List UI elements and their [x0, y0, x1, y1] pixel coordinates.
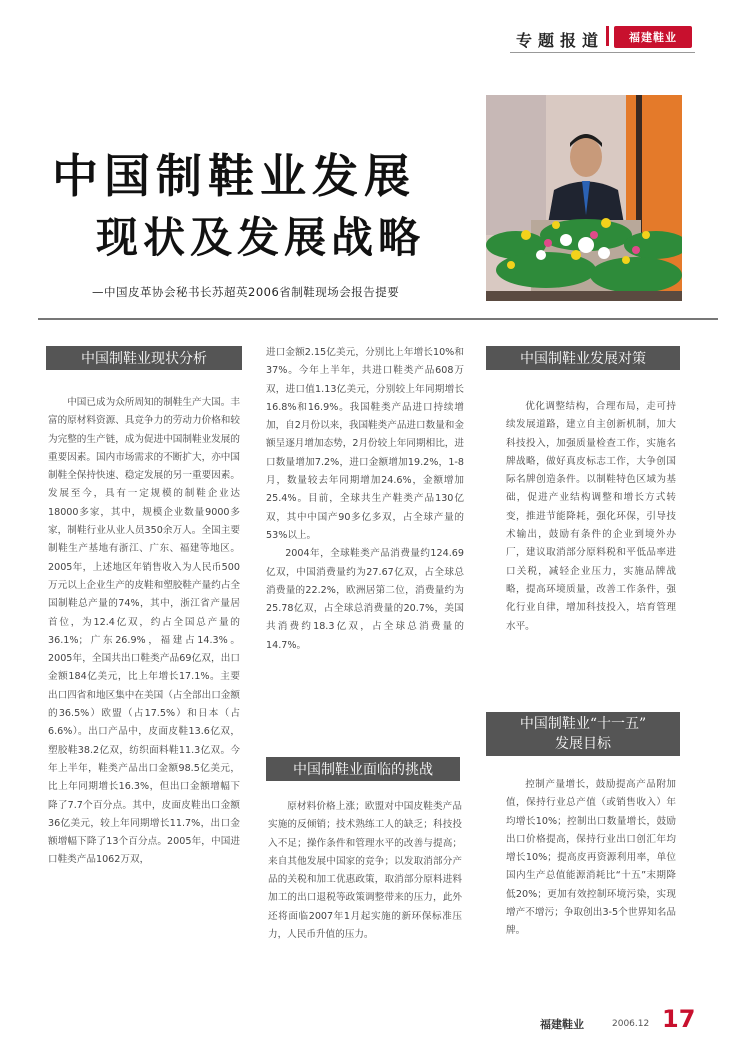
goals-heading-line1: 中国制鞋业“十一五”	[519, 716, 647, 732]
challenges-column	[268, 798, 462, 1010]
header-accent-bar	[606, 26, 609, 46]
status-column-1	[48, 394, 240, 1006]
footer-magazine: 福建鞋业	[540, 1018, 584, 1031]
paragraph: 进口金额2.15亿美元，分别比上年增长10%和37%。今年上半年，共进口鞋类产品608万双，进口值1.13亿美元，分别较上年同期增长16.8%和16.9%。我国鞋类产品进口持续增加，自2月份以来，我国鞋类产品进口数量和金额呈逐月增加态势，2月份较上年同期相比，进口数量增加7.2%，进口金额增加19.2%，1-8月，数量较去年同期增加24.6%，金额增加25.4%。目前，全球共生产鞋类产品130亿双，其中中国产90多亿多双，占全球产量的53%以上。	[266, 347, 464, 541]
article-subtitle: —中国皮革协会秘书长苏超英2006省制鞋现场会报告提要	[92, 285, 400, 299]
magazine-logo: 福建鞋业	[614, 26, 692, 48]
section-heading-goals	[486, 712, 680, 756]
section-heading-challenges: 中国制鞋业面临的挑战	[266, 757, 460, 781]
article-title-line1: 中国制鞋业发展	[52, 149, 416, 203]
goals-column	[506, 776, 676, 996]
speaker-photo-illustration	[486, 95, 682, 301]
section-heading-status: 中国制鞋业现状分析	[46, 346, 242, 370]
article-title-line2: 现状及发展战略	[96, 213, 426, 262]
footer-date: 2006.12	[612, 1019, 650, 1029]
page-number: 17	[662, 1005, 696, 1033]
header-divider	[510, 52, 695, 53]
speaker-photo	[486, 95, 682, 301]
strategy-column	[506, 398, 676, 698]
paragraph: 2004年，全球鞋类产品消费量约124.69亿双，中国消费量约为27.67亿双，占全球总消费量的22.2%，欧洲居第二位，消费量约为25.78亿双，占全球总消费量的20.7%，美国共消费约18.3亿双，占全球总消费量的14.7%。	[266, 548, 464, 651]
paragraph: 控制产量增长，鼓励提高产品附加值，保持行业总产值（或销售收入）年均增长10%；控制出口数量增长，鼓励出口价格提高，保持行业出口创汇年均增长10%；提高皮再资源利用率，单位国内生产总值能源消耗比“十五”末期降低20%；更加有效控制环境污染，实现增产不增污；争取创出3-5个世界知名品牌。	[506, 779, 676, 937]
section-label: 专题报道	[516, 31, 605, 50]
paragraph: 原材料价格上涨；欧盟对中国皮鞋类产品实施的反倾销；技术熟练工人的缺乏；科技投入不足；操作条件和管理水平的改善与提高；来自其他发展中国家的竞争；以发取消部分产品的关税和加工优惠政策，取消部分原料进料加工的出口退税等政策调整带来的压力，此外还将面临2007年1月起实施的新环保标准压力，人民币升值的压力。	[268, 801, 462, 941]
status-column-2	[266, 344, 464, 732]
paragraph: 优化调整结构，合理布局，走可持续发展道路，建立自主创新机制，加大科技投入，加强质量检查工作，实施名牌战略，做好真皮标志工作，大争创国际名牌创造条件。以制鞋特色区域为基础，促进产业结构调整和增长方式转变，推进节能降耗，强化环保，引导技术输出，鼓励有条件的企业到境外办厂，建议取消部分原料税和平低品率进口关税，减轻企业压力，实施品牌战略，提高环境质量，改善工作条件，强化行业自律，增加科技投入，培育管理水平。	[506, 401, 676, 632]
paragraph: 中国已成为众所周知的制鞋生产大国。丰富的原材料资源、具竞争力的劳动力价格和较为完整的生产链，成为促进中国制鞋业发展的重要因素。国内市场需求的不断扩大，亦中国制鞋全保持快速、稳定发展的另一重要因素。发展至今，具有一定规模的制鞋企业达18000多家，其中，规模企业数量9000多家，制鞋行业从业人员350余万人。全国主要制鞋生产基地有浙江、广东、福建等地区。2005年，上述地区年销售收入为人民币500万元以上企业生产的皮鞋和塑胶鞋产量约占全国制鞋总产量的74%，其中，浙江省产量居首位，为12.4亿双，约占全国总产量的36.1%；广东26.9%，福建占14.3%。2005年，全国共出口鞋类产品69亿双，出口金额184亿美元，比上年增长17.1%。主要出口四省和地区集中在美国（占全部出口金额的36.5%）欧盟（占17.5%）和日本（占6.6%）。出口产品中，皮面皮鞋13.6亿双，塑胶鞋38.2亿双，纺织面料鞋11.3亿双。今年上半年，鞋类产品出口金额98.5亿美元，比上年同期增长16.3%，但出口金额增幅下降了7.7个百分点。其中，皮面皮鞋出口金额36亿美元，较上年同期增长11.7%，出口金额增幅下降了13个百分点。2005年，中国进口鞋类产品1062万双，	[48, 397, 240, 866]
goals-heading-line2: 发展目标	[555, 736, 611, 752]
section-heading-strategy: 中国制鞋业发展对策	[486, 346, 680, 370]
title-divider	[38, 318, 718, 320]
